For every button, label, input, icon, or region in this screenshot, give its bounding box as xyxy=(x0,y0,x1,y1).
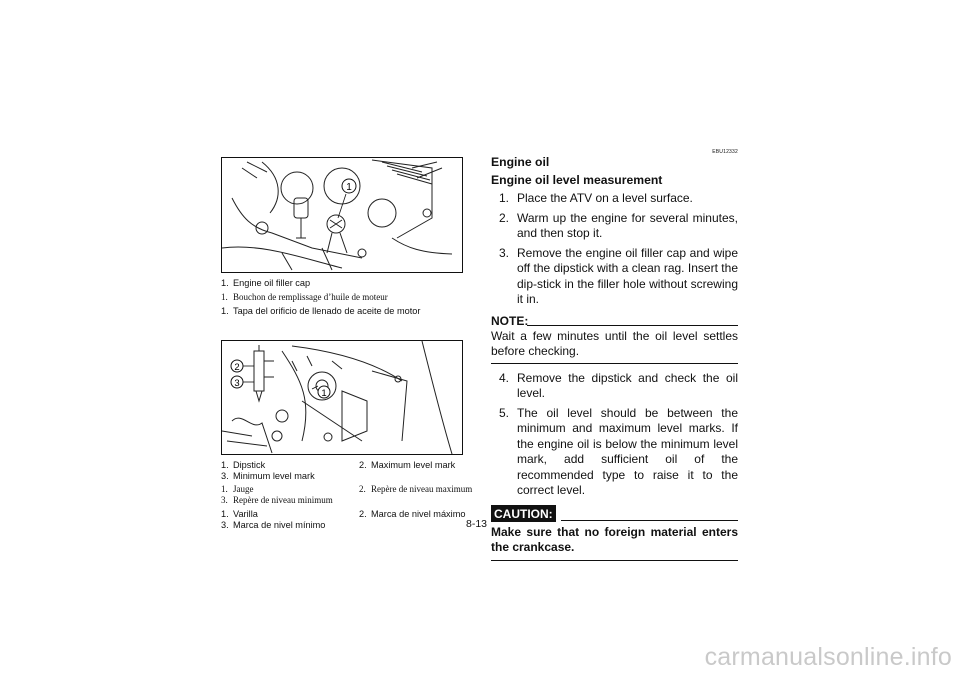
page-number: 8-13 xyxy=(466,518,488,530)
callout-number: 1 xyxy=(346,182,352,193)
fig1-caption-en xyxy=(221,278,310,289)
callout-number: 1 xyxy=(321,388,327,399)
step-item: 5. The oil level should be between the minimum and maximum level marks. If the engine oil is below the minimum level mark, add sufficient oil of the recommended type to raise it to the correct level. xyxy=(499,405,738,497)
fig1-caption-es xyxy=(221,306,420,317)
caption-line: 3. Marca de nivel mínimo xyxy=(221,520,326,530)
caption-text: Tapa del orificio de llenado de aceite de motor xyxy=(233,306,421,316)
fig2-caption-fr xyxy=(221,484,473,508)
caution-rule xyxy=(561,520,738,521)
note-header xyxy=(491,312,738,329)
steps-list xyxy=(491,191,738,308)
section-title: Engine oil xyxy=(491,155,550,169)
figure-dipstick xyxy=(221,340,463,455)
caption-line: 1. Jauge xyxy=(221,484,254,494)
caution-text: Make sure that no foreign material enters the crankcase. xyxy=(491,524,738,554)
caption-line: 1. Dipstick xyxy=(221,460,266,470)
steps-list-continued xyxy=(491,371,738,499)
section-code: EBU12332 xyxy=(712,149,738,155)
caption-number: 1. xyxy=(221,306,229,316)
caution-label: CAUTION: xyxy=(491,505,556,522)
engine-illustration-1 xyxy=(222,158,462,272)
caption-text: Bouchon de remplissage d’huile de moteur xyxy=(233,292,388,302)
caption-line: 3. Repère de niveau minimum xyxy=(221,495,333,505)
caption-line: 2. Maximum level mark xyxy=(359,460,456,470)
fig2-caption-en xyxy=(221,460,461,484)
caption-number: 1. xyxy=(221,292,228,302)
engine-oil-section xyxy=(491,154,738,561)
step-item: 2. Warm up the engine for several minutes, and then stop it. xyxy=(499,210,738,240)
step-item: 1. Place the ATV on a level surface. xyxy=(499,191,693,205)
caption-number: 1. xyxy=(221,278,229,288)
step-item: 3. Remove the engine oil filler cap and wipe off the dipstick with a clean rag. Insert the dip-stick in the filler hole without screwing it in. xyxy=(499,245,738,306)
note-rule xyxy=(527,325,738,326)
note-text: Wait a few minutes until the oil level settles before checking. xyxy=(491,328,738,358)
caption-line: 2. Repère de niveau maximum xyxy=(359,484,473,494)
caption-text: Engine oil filler cap xyxy=(233,278,311,288)
note-label: NOTE: xyxy=(491,313,529,328)
engine-illustration-2 xyxy=(222,341,462,454)
caption-line: 3. Minimum level mark xyxy=(221,471,315,481)
note-end-rule xyxy=(491,363,738,364)
caption-line: 2. Marca de nivel máximo xyxy=(359,509,466,519)
caution-end-rule xyxy=(491,560,738,561)
section-subtitle: Engine oil level measurement xyxy=(491,173,663,187)
caution-header xyxy=(491,505,738,523)
callout-number: 3 xyxy=(234,378,240,389)
figure-engine-oil-filler-cap xyxy=(221,157,463,273)
fig1-caption-fr xyxy=(221,292,388,303)
step-item: 4. Remove the dipstick and check the oil level. xyxy=(499,370,738,400)
fig2-caption-es xyxy=(221,509,466,533)
callout-number: 2 xyxy=(234,362,240,373)
caption-line: 1. Varilla xyxy=(221,509,258,519)
watermark-text: carmanualsonline.info xyxy=(704,643,952,671)
